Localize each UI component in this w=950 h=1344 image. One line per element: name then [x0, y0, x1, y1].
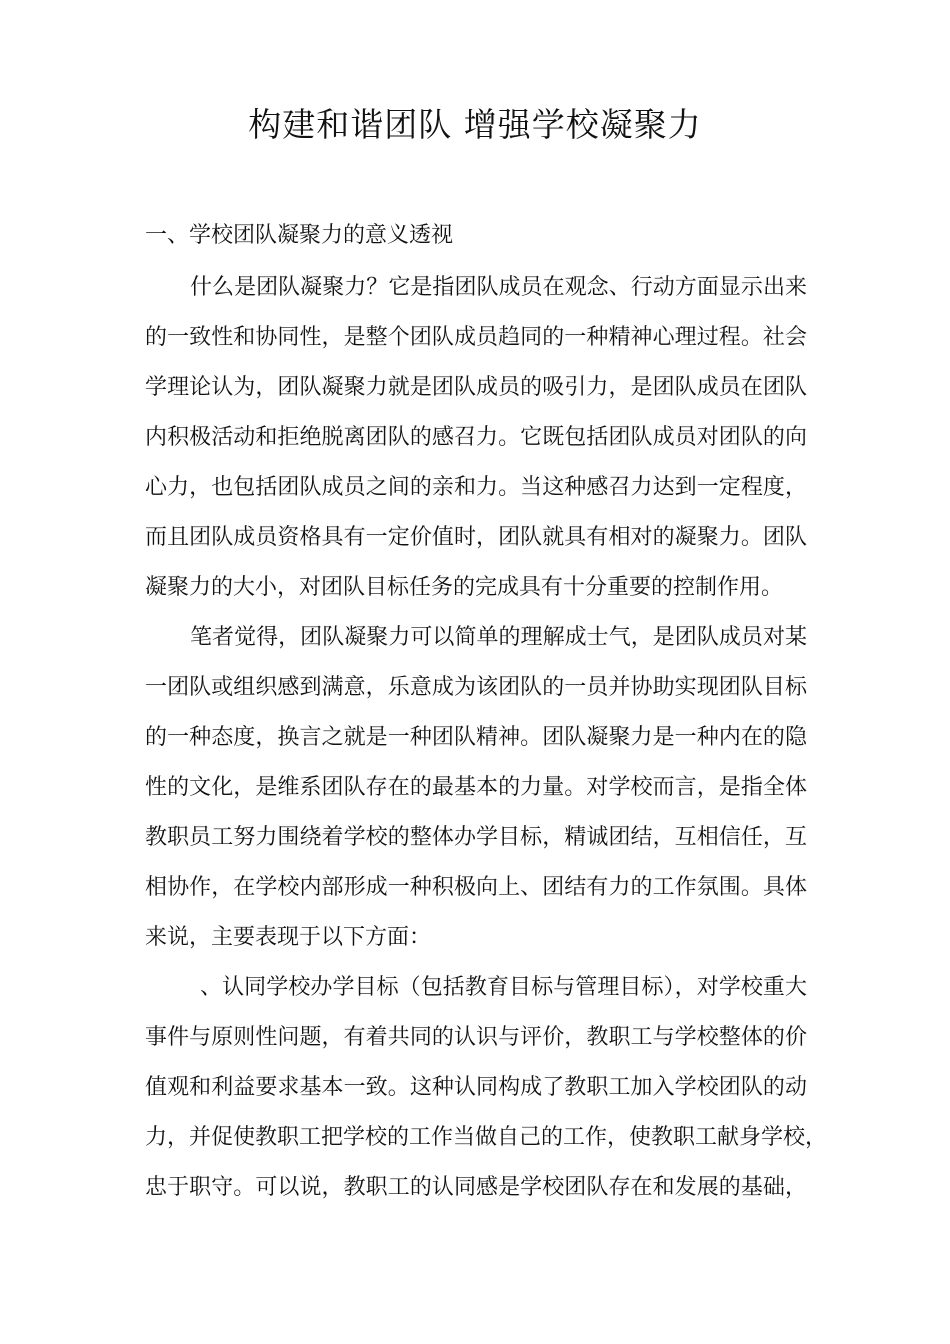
paragraph-line: 力，并促使教职工把学校的工作当做自己的工作，使教职工献身学校，	[145, 1125, 828, 1150]
paragraph-line: 事件与原则性问题，有着共同的认识与评价，教职工与学校整体的价	[145, 1025, 807, 1050]
paragraph-line: 一团队或组织感到满意，乐意成为该团队的一员并协助实现团队目标	[145, 675, 807, 700]
section-heading: 一、学校团队凝聚力的意义透视	[145, 223, 454, 248]
paragraph-line: 凝聚力的大小，对团队目标任务的完成具有十分重要的控制作用。	[145, 575, 784, 600]
paragraph-line: 学理论认为，团队凝聚力就是团队成员的吸引力，是团队成员在团队	[145, 375, 807, 400]
paragraph-line: 内积极活动和拒绝脱离团队的感召力。它既包括团队成员对团队的向	[145, 425, 807, 450]
paragraph-line: 忠于职守。可以说，教职工的认同感是学校团队存在和发展的基础，	[145, 1175, 807, 1200]
paragraph-line: 性的文化，是维系团队存在的最基本的力量。对学校而言，是指全体	[145, 775, 807, 800]
paragraph-line: 来说，主要表现于以下方面：	[145, 925, 432, 950]
paragraph-line: 教职员工努力围绕着学校的整体办学目标，精诚团结，互相信任，互	[145, 825, 807, 850]
paragraph-line: 相协作，在学校内部形成一种积极向上、团结有力的工作氛围。具体	[145, 875, 807, 900]
paragraph-line: 值观和利益要求基本一致。这种认同构成了教职工加入学校团队的动	[145, 1075, 807, 1100]
document-title: 构建和谐团队 增强学校凝聚力	[248, 105, 702, 144]
paragraph-line: 、认同学校办学目标（包括教育目标与管理目标），对学校重大	[200, 975, 807, 1000]
paragraph-line: 什么是团队凝聚力？它是指团队成员在观念、行动方面显示出来	[190, 275, 807, 300]
paragraph-line: 的一种态度，换言之就是一种团队精神。团队凝聚力是一种内在的隐	[145, 725, 807, 750]
paragraph-line: 而且团队成员资格具有一定价值时，团队就具有相对的凝聚力。团队	[145, 525, 807, 550]
paragraph-line: 的一致性和协同性，是整个团队成员趋同的一种精神心理过程。社会	[145, 325, 807, 350]
paragraph-line: 笔者觉得，团队凝聚力可以简单的理解成士气，是团队成员对某	[190, 625, 807, 650]
paragraph-line: 心力，也包括团队成员之间的亲和力。当这种感召力达到一定程度，	[145, 475, 807, 500]
